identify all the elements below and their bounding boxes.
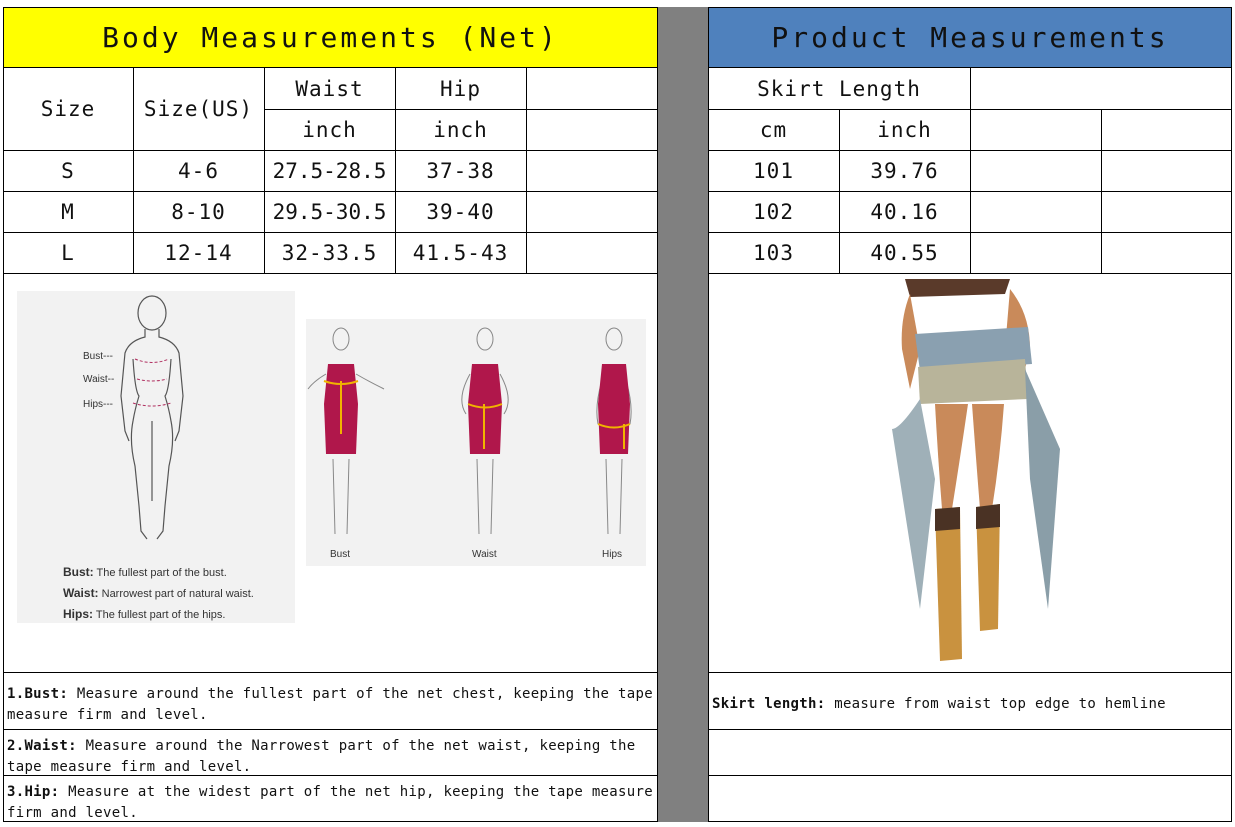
row-line (708, 273, 1232, 274)
length-cm-cell: 101 (753, 158, 794, 183)
product-header-title: Product Measurements (771, 21, 1169, 54)
length-cm-cell: 103 (753, 240, 794, 265)
hip-cell: 39-40 (426, 199, 495, 224)
col-line (526, 68, 527, 273)
def-term: Bust: (63, 565, 94, 579)
note-hip (3, 779, 658, 827)
note-text: measure from waist top edge to hemline (825, 696, 1166, 712)
col-header-hip: Hip (440, 76, 481, 101)
def-hips (63, 607, 226, 621)
unit-cm: cm (759, 117, 788, 142)
row-line (3, 672, 658, 673)
unit-hip: inch (433, 117, 488, 142)
def-bust (63, 565, 227, 579)
def-waist (63, 586, 254, 600)
caption-waist: Waist (472, 549, 497, 560)
length-cm-cell: 102 (753, 199, 794, 224)
waist-cell: 27.5-28.5 (272, 158, 387, 183)
dress-illustration (306, 319, 646, 566)
size-us-cell: 8-10 (171, 199, 226, 224)
product-photo (880, 279, 1070, 667)
label-hips: Hips--- (83, 399, 113, 410)
waist-cell: 29.5-30.5 (272, 199, 387, 224)
caption-hips: Hips (602, 549, 623, 560)
size-us-cell: 12-14 (164, 240, 233, 265)
col-header-size: Size (40, 97, 96, 121)
skirt-model-image (880, 279, 1070, 667)
waist-cell: 32-33.5 (281, 240, 378, 265)
note-text: Measure around the Narrowest part of the net waist, keeping the tape measure firm and level. (7, 738, 636, 775)
note-waist (3, 733, 658, 781)
row-line (3, 729, 658, 730)
length-inch-cell: 39.76 (870, 158, 939, 183)
def-term: Hips: (63, 607, 93, 621)
col-header-skirt-length: Skirt Length (757, 76, 921, 101)
row-line (708, 729, 1232, 730)
note-text: Measure at the widest part of the net hip, keeping the tape measure firm and level. (7, 784, 653, 821)
body-measure-figure (17, 291, 295, 623)
size-cell: M (61, 199, 75, 224)
note-text: Measure around the fullest part of the net chest, keeping the tape measure firm and level. (7, 686, 653, 723)
caption-bust: Bust (330, 549, 351, 560)
size-cell: S (61, 158, 75, 183)
row-line (708, 775, 1232, 776)
dress-measure-figure (306, 319, 646, 566)
note-bust (3, 681, 658, 729)
def-term: Waist: (63, 586, 99, 600)
length-inch-cell: 40.16 (870, 199, 939, 224)
label-bust: Bust--- (83, 351, 113, 362)
unit-inch: inch (877, 117, 932, 142)
unit-waist: inch (302, 117, 357, 142)
label-waist: Waist-- (83, 374, 115, 385)
hip-cell: 37-38 (426, 158, 495, 183)
length-inch-cell: 40.55 (870, 240, 939, 265)
col-header-waist: Waist (295, 76, 364, 101)
note-term: Skirt length: (712, 696, 826, 712)
col-line (970, 68, 971, 273)
def-text: Narrowest part of natural waist. (101, 588, 254, 600)
col-line (1101, 109, 1102, 273)
col-header-size-us: Size(US) (143, 97, 254, 121)
divider-column (658, 7, 708, 822)
note-term: 3.Hip: (7, 784, 60, 800)
hip-cell: 41.5-43 (412, 240, 509, 265)
note-term: 2.Waist: (7, 738, 77, 754)
row-line (708, 672, 1232, 673)
body-header-title: Body Measurements (Net) (102, 21, 559, 54)
note-term: 1.Bust: (7, 686, 69, 702)
size-us-cell: 4-6 (178, 158, 219, 183)
def-text: The fullest part of the hips. (95, 609, 226, 621)
def-text: The fullest part of the bust. (96, 567, 227, 579)
size-cell: L (61, 240, 75, 265)
note-skirt-length (708, 691, 1232, 718)
row-line (3, 273, 658, 274)
